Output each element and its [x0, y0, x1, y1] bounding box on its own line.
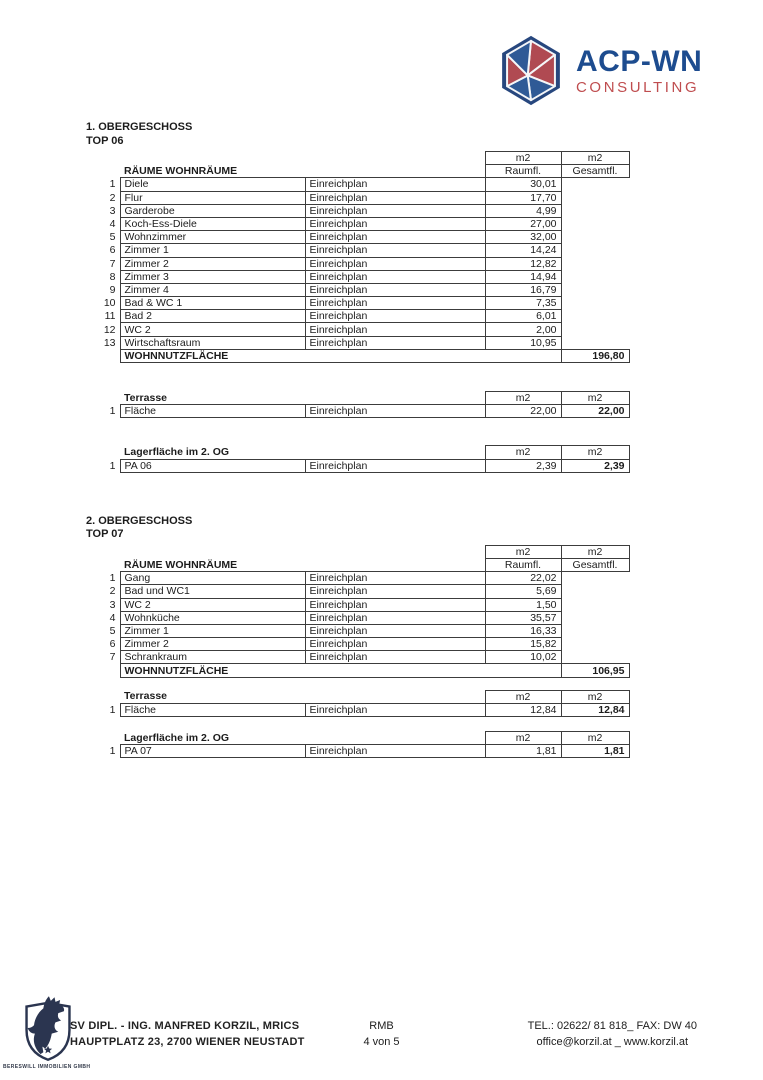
table-label: Terrasse	[124, 391, 168, 404]
footer-name-line: SV DIPL. - ING. MANFRED KORZIL, MRICS	[70, 1020, 300, 1032]
table-row	[96, 745, 629, 758]
plan-source: Einreichplan	[305, 191, 485, 204]
section2-top-label: TOP 07	[86, 528, 124, 541]
raumfl-value: 35,57	[485, 611, 561, 624]
plan-source: Einreichplan	[305, 638, 485, 651]
plan-source: Einreichplan	[305, 651, 485, 664]
total-label: WOHNNUTZFLÄCHE	[120, 349, 561, 362]
room-name: Zimmer 4	[120, 283, 305, 296]
raumfl-value: 4,99	[485, 204, 561, 217]
plan-source: Einreichplan	[305, 217, 485, 230]
room-name: PA 06	[120, 459, 305, 472]
total-value: 106,95	[561, 664, 629, 677]
gesamtfl-value: 1,81	[561, 745, 629, 758]
table-row	[96, 297, 629, 310]
table-row	[96, 323, 629, 336]
row-number: 2	[109, 585, 116, 598]
plan-source: Einreichplan	[305, 598, 485, 611]
page-number: 4 von 5	[363, 1036, 400, 1048]
col-header-raumfl: Raumfl.	[485, 165, 561, 178]
plan-source: Einreichplan	[305, 336, 485, 349]
col-header-gesamtfl: Gesamtfl.	[561, 165, 629, 178]
total-row	[96, 349, 629, 362]
lager-table-top07	[96, 731, 630, 758]
footer-email-line: office@korzil.at _ www.korzil.at	[536, 1036, 689, 1048]
table-row	[96, 310, 629, 323]
room-name: Koch-Ess-Diele	[120, 217, 305, 230]
col-header-m2-raum: m2	[485, 446, 561, 459]
col-header-m2-raum: m2	[485, 392, 561, 405]
footer-initials: RMB	[369, 1020, 394, 1032]
room-name: Zimmer 3	[120, 270, 305, 283]
terrasse-rows	[96, 703, 629, 716]
document-body	[0, 121, 763, 758]
row-number: 1	[109, 703, 116, 716]
row-number: 1	[109, 572, 116, 585]
room-name: Bad & WC 1	[120, 297, 305, 310]
page-footer	[0, 990, 763, 1080]
header-row	[96, 732, 629, 745]
table-row	[96, 336, 629, 349]
row-number: 7	[109, 651, 116, 664]
row-number: 1	[109, 178, 116, 191]
raumfl-value: 15,82	[485, 638, 561, 651]
room-name: WC 2	[120, 598, 305, 611]
footer-contact	[528, 1018, 697, 1050]
table-row	[96, 204, 629, 217]
room-name: Fläche	[120, 405, 305, 418]
footer-phone-line: TEL.: 02622/ 81 818_ FAX: DW 40	[527, 1020, 697, 1032]
row-number: 8	[109, 270, 116, 283]
table-row	[96, 283, 629, 296]
room-name: Garderobe	[120, 204, 305, 217]
row-number: 1	[109, 745, 116, 758]
raumfl-value: 6,01	[485, 310, 561, 323]
rooms-rows	[96, 572, 629, 664]
row-number: 12	[103, 323, 116, 336]
col-header-raumfl: Raumfl.	[485, 558, 561, 571]
row-number: 1	[109, 459, 116, 472]
raumfl-value: 16,79	[485, 283, 561, 296]
room-name: Gang	[120, 572, 305, 585]
plan-source: Einreichplan	[305, 703, 485, 716]
table-label: Terrasse	[124, 690, 168, 703]
footer-street-line: HAUPTPLATZ 23, 2700 WIENER NEUSTADT	[70, 1036, 305, 1048]
logo-text	[576, 44, 703, 96]
raumfl-value: 1,50	[485, 598, 561, 611]
col-header-m2-raum: m2	[485, 152, 561, 165]
table-row	[96, 244, 629, 257]
raumfl-value: 10,95	[485, 336, 561, 349]
row-number: 13	[103, 336, 116, 349]
table-row	[96, 191, 629, 204]
room-name: Fläche	[120, 703, 305, 716]
table-label: RÄUME WOHNRÄUME	[124, 558, 238, 571]
row-number: 6	[109, 638, 116, 651]
terrasse-rows	[96, 405, 629, 418]
header-row	[96, 690, 629, 703]
room-name: Wirtschaftsraum	[120, 336, 305, 349]
header-row-m2	[96, 152, 629, 165]
col-header-m2-raum: m2	[485, 690, 561, 703]
table-row	[96, 598, 629, 611]
section1-heading: 1. OBERGESCHOSS	[86, 121, 193, 133]
table-row	[96, 638, 629, 651]
plan-source: Einreichplan	[305, 611, 485, 624]
row-number: 2	[109, 191, 116, 204]
footer-company-name: BERESWILL IMMOBILIEN GMBH	[3, 1064, 91, 1070]
plan-source: Einreichplan	[305, 572, 485, 585]
plan-source: Einreichplan	[305, 405, 485, 418]
gesamtfl-value: 12,84	[561, 703, 629, 716]
col-header-gesamtfl: Gesamtfl.	[561, 558, 629, 571]
row-number: 3	[109, 204, 116, 217]
table-row	[96, 572, 629, 585]
rooms-table-top06	[96, 151, 630, 363]
header-row-labels	[96, 558, 629, 571]
raumfl-value: 5,69	[485, 585, 561, 598]
plan-source: Einreichplan	[305, 585, 485, 598]
table-row	[96, 217, 629, 230]
raumfl-value: 12,82	[485, 257, 561, 270]
plan-source: Einreichplan	[305, 745, 485, 758]
table-row	[96, 270, 629, 283]
row-number: 6	[109, 244, 116, 257]
table-label: Lagerfläche im 2. OG	[124, 446, 230, 459]
plan-source: Einreichplan	[305, 231, 485, 244]
row-number: 5	[109, 231, 116, 244]
raumfl-value: 2,00	[485, 323, 561, 336]
gesamtfl-value: 2,39	[561, 459, 629, 472]
row-number: 4	[109, 218, 116, 231]
room-name: Bad und WC1	[120, 585, 305, 598]
row-number: 7	[109, 257, 116, 270]
room-name: Zimmer 1	[120, 624, 305, 637]
plan-source: Einreichplan	[305, 270, 485, 283]
plan-source: Einreichplan	[305, 297, 485, 310]
col-header-m2-gesamt: m2	[561, 152, 629, 165]
table-label: RÄUME WOHNRÄUME	[124, 165, 238, 178]
plan-source: Einreichplan	[305, 323, 485, 336]
col-header-m2-gesamt: m2	[561, 545, 629, 558]
room-name: Diele	[120, 178, 305, 191]
room-name: Bad 2	[120, 310, 305, 323]
section1-top-label: TOP 06	[86, 134, 124, 147]
rooms-table-top07	[96, 545, 630, 678]
table-row	[96, 257, 629, 270]
logo-subtitle: CONSULTING	[576, 78, 700, 96]
plan-source: Einreichplan	[305, 178, 485, 191]
raumfl-value: 17,70	[485, 191, 561, 204]
table-row	[96, 405, 629, 418]
terrasse-table-top07	[96, 690, 630, 717]
logo-title: ACP-WN	[576, 44, 703, 78]
row-number: 10	[103, 297, 116, 310]
total-label: WOHNNUTZFLÄCHE	[120, 664, 561, 677]
lager-table-top06	[96, 445, 630, 472]
lager-rows	[96, 459, 629, 472]
raumfl-value: 22,00	[485, 405, 561, 418]
row-number: 4	[109, 611, 116, 624]
rooms-rows	[96, 178, 629, 349]
raumfl-value: 1,81	[485, 745, 561, 758]
table-row	[96, 703, 629, 716]
row-number: 3	[109, 598, 116, 611]
row-number: 11	[104, 310, 116, 323]
plan-source: Einreichplan	[305, 624, 485, 637]
table-row	[96, 178, 629, 191]
total-value: 196,80	[561, 349, 629, 362]
header-row	[96, 392, 629, 405]
raumfl-value: 32,00	[485, 231, 561, 244]
plan-source: Einreichplan	[305, 244, 485, 257]
room-name: Wohnzimmer	[120, 231, 305, 244]
col-header-m2-raum: m2	[485, 545, 561, 558]
room-name: Zimmer 2	[120, 638, 305, 651]
room-name: Zimmer 2	[120, 257, 305, 270]
raumfl-value: 22,02	[485, 572, 561, 585]
raumfl-value: 12,84	[485, 703, 561, 716]
raumfl-value: 16,33	[485, 624, 561, 637]
room-name: WC 2	[120, 323, 305, 336]
raumfl-value: 7,35	[485, 297, 561, 310]
lager-rows	[96, 745, 629, 758]
total-row	[96, 664, 629, 677]
table-label: Lagerfläche im 2. OG	[124, 731, 230, 744]
row-number: 9	[109, 283, 116, 296]
table-row	[96, 611, 629, 624]
room-name: PA 07	[120, 745, 305, 758]
table-row	[96, 624, 629, 637]
terrasse-table-top06	[96, 391, 630, 418]
raumfl-value: 30,01	[485, 178, 561, 191]
col-header-m2-gesamt: m2	[561, 392, 629, 405]
company-logo	[498, 34, 702, 107]
col-header-m2-gesamt: m2	[561, 732, 629, 745]
table-row	[96, 459, 629, 472]
raumfl-value: 10,02	[485, 651, 561, 664]
col-header-m2-gesamt: m2	[561, 690, 629, 703]
room-name: Flur	[120, 191, 305, 204]
hexagon-gem-icon	[498, 34, 564, 107]
raumfl-value: 14,24	[485, 244, 561, 257]
plan-source: Einreichplan	[305, 459, 485, 472]
table-row	[96, 651, 629, 664]
room-name: Schrankraum	[120, 651, 305, 664]
header-row	[96, 446, 629, 459]
room-name: Wohnküche	[120, 611, 305, 624]
raumfl-value: 27,00	[485, 217, 561, 230]
room-name: Zimmer 1	[120, 244, 305, 257]
section2-heading: 2. OBERGESCHOSS	[86, 514, 193, 527]
plan-source: Einreichplan	[305, 204, 485, 217]
row-number: 1	[109, 405, 116, 418]
table-row	[96, 231, 629, 244]
raumfl-value: 14,94	[485, 270, 561, 283]
header-row-m2	[96, 545, 629, 558]
table-row	[96, 585, 629, 598]
col-header-m2-raum: m2	[485, 732, 561, 745]
header-row-labels	[96, 165, 629, 178]
col-header-m2-gesamt: m2	[561, 446, 629, 459]
gesamtfl-value: 22,00	[561, 405, 629, 418]
plan-source: Einreichplan	[305, 283, 485, 296]
plan-source: Einreichplan	[305, 310, 485, 323]
plan-source: Einreichplan	[305, 257, 485, 270]
row-number: 5	[109, 624, 116, 637]
raumfl-value: 2,39	[485, 459, 561, 472]
